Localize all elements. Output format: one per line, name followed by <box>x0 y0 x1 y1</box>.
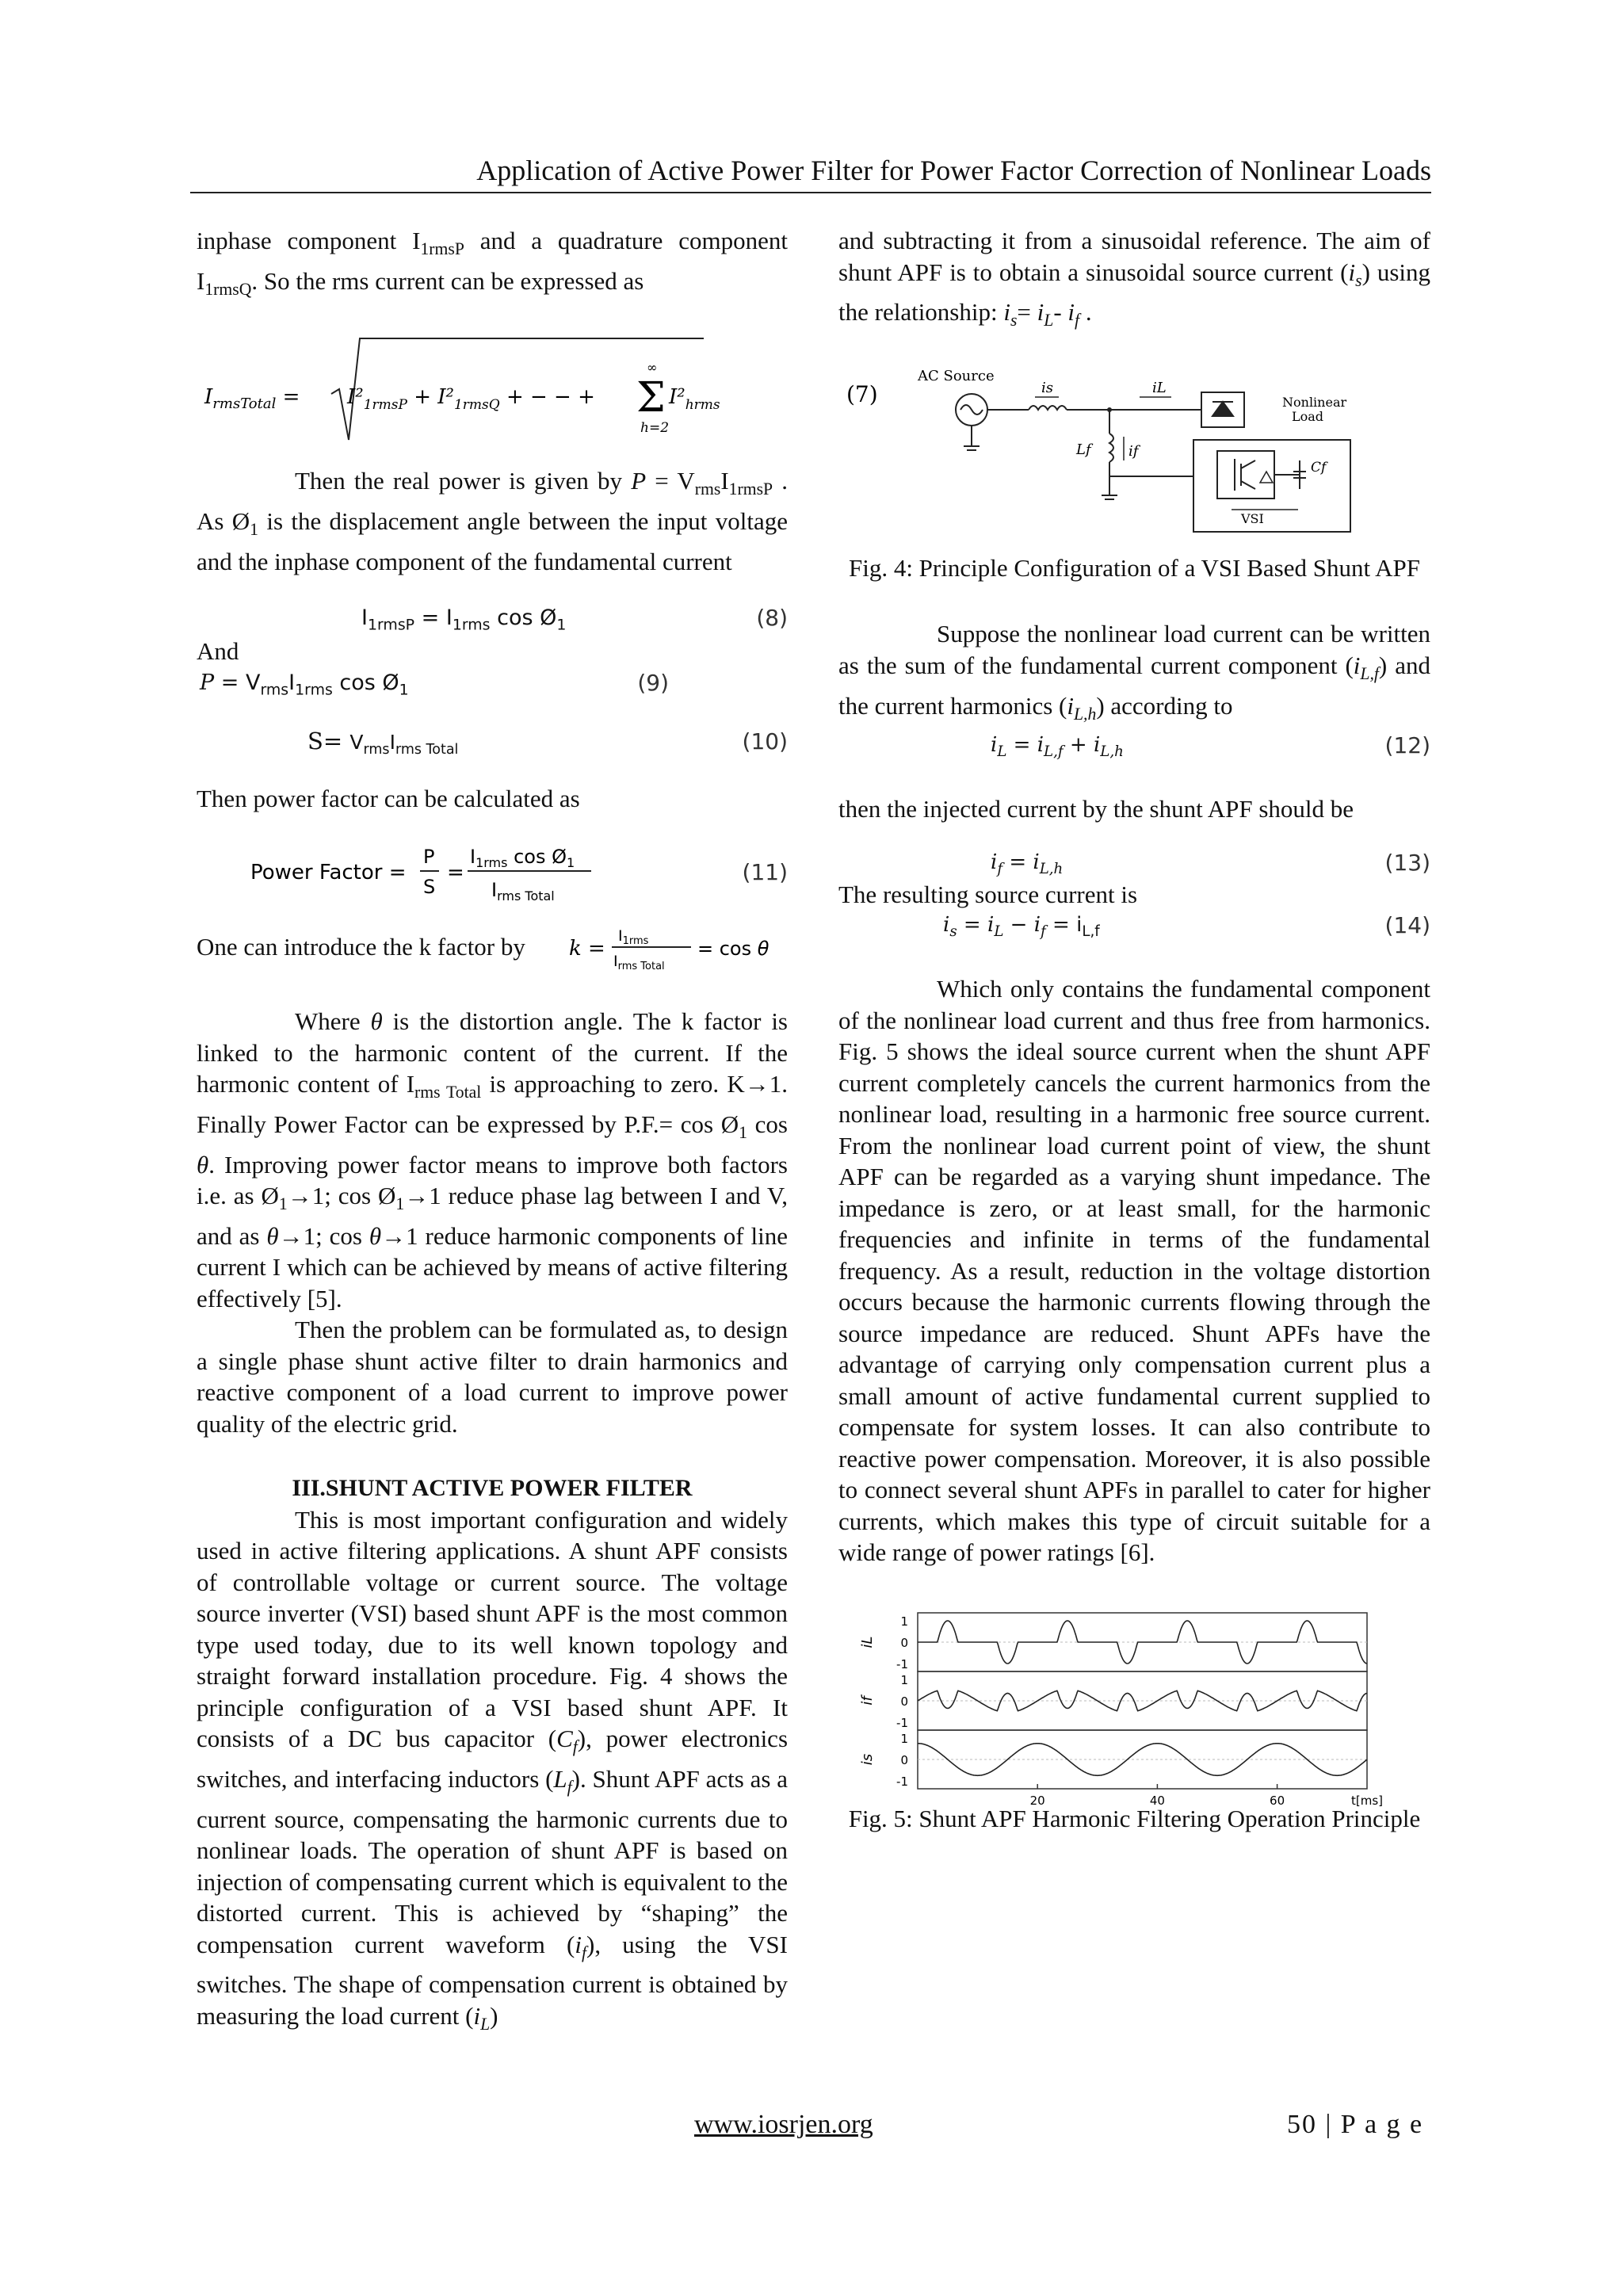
svg-text:k =: k = <box>569 937 605 961</box>
equation-rms-graphic <box>197 323 788 449</box>
svg-text:IrmsTotal =: $I_{rmsTotal}$ = <box>204 385 300 413</box>
svg-text:∞: ∞ <box>647 360 658 376</box>
paragraph: Suppose the nonlinear load current can be written as the sum of the fundamental current component $(i_{L,f})$ and the current harmonics $(i_{L,h})$ according to <box>838 620 1430 724</box>
filter-inductor-icon <box>1109 434 1113 462</box>
if-label: if <box>1128 442 1139 460</box>
x-tick-label: 20 <box>1029 1793 1045 1808</box>
y-tick-label: 1 <box>900 1672 908 1687</box>
equation-13: $i_f = i_{L,h}$ (13) <box>838 847 1430 879</box>
svg-text:= cos θ: = cos θ <box>697 938 769 961</box>
vsi-shunt-apf-diagram <box>838 361 1430 543</box>
equation-number: (9) <box>637 669 669 696</box>
y-axis-label: is <box>859 1753 876 1765</box>
svg-text:=: = <box>447 861 464 885</box>
equation-rms-total <box>197 323 788 449</box>
figure-5 <box>838 1605 1430 1835</box>
y-tick-label: 0 <box>900 1752 908 1767</box>
k-factor-text: One can introduce the k factor by <box>197 933 525 961</box>
x-tick-label: 60 <box>1270 1793 1285 1808</box>
nonlinear-label: Nonlinear <box>1282 394 1347 410</box>
y-tick-label: 1 <box>900 1614 908 1629</box>
running-header <box>190 152 1431 193</box>
paragraph: This is most important configuration and widely used in active filtering applications. A shunt APF consists of controllable voltage or current source. The voltage source inverter (VSI) based shunt APF is the most common type used today, due to its well known topology and straight forward installation procedure. Fig. 4 shows the principle configuration of a VSI based shunt APF. It consists of a DC bus capacitor $(C_f)$, power electronics switches, and interfacing inductors $(L_f)$. Shunt APF acts as a current source, compensating the harmonic currents due to nonlinear loads. The operation of shunt APF is based on injection of compensating current which is equivalent to the distorted current. This is achieved by “shaping” the compensation current waveform $(i_f)$, using the VSI switches. The shape of compensation current is obtained by measuring the load current $(i_L)$ <box>197 1505 789 2034</box>
paragraph: and subtracting it from a sinusoidal reference. The aim of shunt APF is to obtain a sinusoidal source current $(i_s)$ using the relationship: $i_s= i_L-$ $i_f$ . <box>838 227 1430 330</box>
svg-text:Irms Total: $I_{rms Total}$ <box>613 953 665 973</box>
y-tick-label: 0 <box>900 1635 908 1650</box>
y-axis-label: if <box>859 1696 876 1706</box>
section-heading: III.SHUNT ACTIVE POWER FILTER <box>292 1475 693 1502</box>
k-factor-equation <box>569 920 807 972</box>
equation-number-7: (7) <box>846 380 878 407</box>
paragraph: Then power factor can be calculated as <box>197 784 580 812</box>
header-title: Application of Active Power Filter for Power Factor Correction of Nonlinear Loads <box>476 155 1431 186</box>
ac-source-label: AC Source <box>918 367 995 384</box>
svg-text:P: P <box>423 846 435 869</box>
equation-9: $P = V_{rms}I_{1rms}$ $\cos Ø_1$ (9) <box>197 667 788 702</box>
equation-11-graphic <box>197 833 788 909</box>
paragraph: Which only contains the fundamental component of the nonlinear load current and thus free from harmonics. Fig. 5 shows the ideal source current when the shunt APF current completely cancels the current harmonics from the nonlinear load, resulting in a harmonic free source current. From the nonlinear load current point of view, the shunt APF can be regarded as a varying shunt impedance. The impedance is zero, or at least small, for the harmonic frequencies and infinite in terms of the fundamental frequency. As a result, reduction in the voltage distortion occurs because the harmonic currents flowing through the source impedance are reduced. Shunt APFs have the advantage of carrying only compensation current plus a small amount of active fundamental current supplied to compensate for system losses. It can also contribute to reactive power compensation. Moreover, it is also possible to connect several shunt APFs in parallel to cater for higher currents, which makes this type of circuit suitable for a wide range of power ratings [6]. <box>838 975 1430 1567</box>
equation-10: $S= V_{rms}I_{rms Total}$ (10) <box>307 727 788 758</box>
harmonic-filtering-plot <box>838 1605 1430 1819</box>
left-column <box>197 225 788 2041</box>
svg-text:I1rms: $I_{1rms}$ <box>618 927 649 948</box>
svg-text:I²hrms: $I^2_{hrms}$ <box>669 385 720 414</box>
lf-label: Lf <box>1076 441 1091 458</box>
y-tick-label: 1 <box>900 1731 908 1746</box>
svg-text:Σ: Σ <box>636 374 666 422</box>
equation-number: (11) <box>742 859 788 886</box>
paragraph: then the injected current by the shunt APF should be <box>838 795 1354 823</box>
right-column <box>838 225 1430 1834</box>
cf-label: Cf <box>1311 459 1327 476</box>
footer-link[interactable]: www.iosrjen.org <box>694 2110 873 2139</box>
y-tick-label: -1 <box>896 1774 908 1789</box>
y-tick-label: -1 <box>896 1715 908 1730</box>
x-tick-label: 40 <box>1149 1793 1165 1808</box>
equation-number: (13) <box>1384 849 1430 876</box>
vsi-label: VSI <box>1241 510 1264 526</box>
y-tick-label: -1 <box>896 1656 908 1671</box>
and-label: And <box>197 637 239 666</box>
svg-text:I1rms cos Ø1: $I_{1rms}$ $\cos Ø_1$ <box>470 846 575 871</box>
y-axis-label: iL <box>859 1636 876 1648</box>
x-axis-unit: t[ms] <box>1351 1793 1384 1808</box>
il-label: iL <box>1152 379 1167 396</box>
equation-number: (12) <box>1384 732 1430 759</box>
svg-text:h=2: h=2 <box>640 420 670 437</box>
figure-5-caption: Fig. 5: Shunt APF Harmonic Filtering Operation Principle <box>848 1804 1421 1832</box>
svg-text:Irms Total: $I_{rms Total}$ <box>491 879 555 904</box>
figure-4-caption: Fig. 4: Principle Configuration of a VSI Based Shunt APF <box>848 553 1421 582</box>
paragraph: The resulting source current is <box>838 880 1138 908</box>
y-tick-label: 0 <box>900 1694 908 1709</box>
page-number: 50 | P a g e <box>1287 2110 1424 2139</box>
paragraph: Where θ is the distortion angle. The k factor is linked to the harmonic content of the current. If the harmonic content of $I_{rms Total}$ is approaching to zero. K→1. Finally Power Factor can be expressed by $P.F.= \cos Ø_1$ cos θ. Improving power factor means to improve both factors i.e. as $Ø_1\to 1$; $\cos Ø_1\to 1$ reduce phase lag between I and V, and as θ→1; cos θ→1 reduce harmonic components of line current I which can be achieved by means of active filtering effectively [5]. <box>197 1007 788 1312</box>
equation-8: $I_{1rmsP} = I_{1rms}$ $\cos Ø_1$ (8) <box>197 602 788 634</box>
equation-number: (14) <box>1384 912 1430 939</box>
svg-text:Power Factor =: Power Factor = <box>250 861 407 885</box>
paragraph: Then the real power is given by $P = V_{rms}I_{1rmsP}$ . As $Ø_1$ is the displacement angle between the input voltage and the inphase component of the fundamental current <box>197 467 789 575</box>
equation-11 <box>197 833 788 909</box>
svg-text:I²1rmsP + I²1rmsQ + − − +: $I^2_{1rmsP} + I^2_{1rmsQ}$ + − − + <box>347 385 595 414</box>
equation-14: $i_s = i_L - i_f = i_{L,f}$ (14) <box>838 910 1430 942</box>
equation-number: (8) <box>756 605 788 632</box>
load-label: Load <box>1292 408 1324 424</box>
figure-4 <box>838 361 1430 584</box>
svg-text:S: S <box>423 876 436 899</box>
k-factor-line <box>197 920 788 972</box>
is-label: is <box>1041 379 1053 396</box>
equation-number: (10) <box>742 728 788 755</box>
equation-12: $i_L = i_{L,f} + i_{L,h}$ (12) <box>838 730 1430 765</box>
paragraph: inphase component $I_{1rmsP}$ and a quadrature component $I_{1rmsQ}$. So the rms current can be expressed as <box>197 227 788 299</box>
paragraph: Then the problem can be formulated as, to design a single phase shunt active filter to drain harmonics and reactive component of a load current to improve power quality of the electric grid. <box>197 1316 788 1438</box>
source-inductor-icon <box>1029 406 1067 410</box>
